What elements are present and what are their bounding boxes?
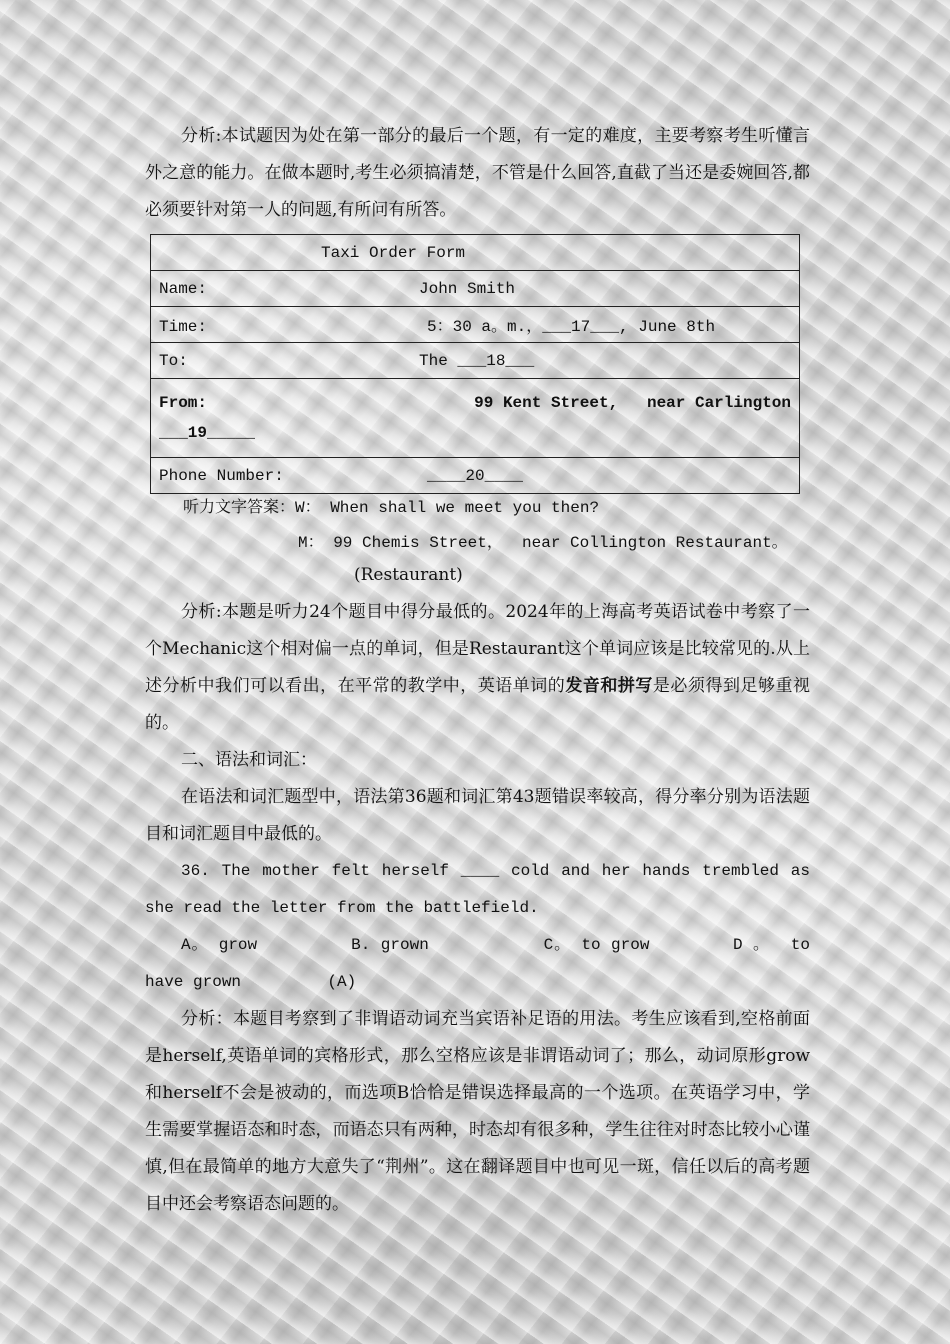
to-label: To: [159, 351, 188, 370]
para2-text-a: 分析:本题是听力24个题目中得分最低的。2024年的上海高考英语试卷中考察了一个Mechanic这个相对偏一点的单词，但是Restaurant这个单词应该是比较常见的.从上述分析中我们可以看出，在平常的教学中，英语单词的 [145, 602, 810, 696]
to-value: The [419, 351, 448, 370]
form-title: Taxi Order Form [151, 235, 800, 271]
form-row-from [151, 379, 800, 458]
name-label: Name: [159, 279, 208, 298]
name-value: John Smith [419, 279, 516, 298]
question-36: 36. The mother felt herself ____ cold and her hands trembled as she read the letter from the battlefield. [145, 862, 810, 917]
phone-blank: ____20____ [427, 466, 524, 485]
answer-intro: 听力文字答案：W： When shall we meet you then? [183, 499, 600, 517]
analysis-paragraph-4: 分析：本题目考察到了非谓语动词充当宾语补足语的用法。考生应该看到,空格前面是herself,英语单词的宾格形式，那么空格应该是非谓语动词了；那么，动词原形grow和herself不会是被动的，而选项B恰恰是错误选择最高的一个选项。在英语学习中，学生需要掌握语态和时态，而语态只有两种，时态却有很多种，学生往往对时态比较小心谨慎,但在最简单的地方大意失了“荆州”。这在翻译题目中也可见一斑，信任以后的高考题目中还会考察语态问题的。 [145, 1009, 810, 1214]
from-value: 99 Kent Street, near Carlington [474, 394, 791, 412]
para2-emphasis: 发音和拼写 [565, 676, 653, 696]
time-value-a: 5：30 a。m.， [427, 318, 543, 336]
to-blank: ___18___ [457, 351, 535, 370]
analysis-paragraph-1: 分析:本试题因为处在第一部分的最后一个题，有一定的难度，主要考察考生听懂言外之意的能力。在做本题时,考生必须搞清楚，不管是什么回答,直截了当还是委婉回答,都必须要针对第一人的问题,有所问有所答。 [145, 126, 810, 220]
from-blank: ___19_____ [159, 424, 256, 442]
from-label: From: [159, 394, 208, 412]
analysis-paragraph-2 [145, 594, 810, 742]
time-label: Time: [159, 318, 208, 336]
time-value-b: , June 8th [619, 318, 716, 336]
para2-text-b: 是必须得到足够重视的。 [145, 676, 811, 733]
analysis-block-2 [145, 594, 830, 1223]
form-row-phone [151, 458, 800, 494]
taxi-order-form [150, 234, 800, 494]
answer-m: M： 99 Chemis Street， near Collington Restaurant。 [298, 534, 788, 552]
grammar-intro-paragraph: 在语法和词汇题型中，语法第36题和词汇第43题错误率较高，得分率分别为语法题目和词汇题目中最低的。 [145, 787, 810, 844]
question-36-options: A。 grow B. grown C。 to grow D 。 to have grown (A) [145, 936, 830, 991]
time-blank: ___17___ [542, 318, 620, 336]
document-body [145, 118, 810, 229]
form-row-time [151, 307, 800, 343]
section-heading-grammar: 二、语法和词汇： [181, 750, 317, 770]
phone-label: Phone Number: [159, 466, 284, 485]
form-row-to [151, 343, 800, 379]
form-row-name [151, 271, 800, 307]
answer-key: (Restaurant) [354, 565, 463, 585]
